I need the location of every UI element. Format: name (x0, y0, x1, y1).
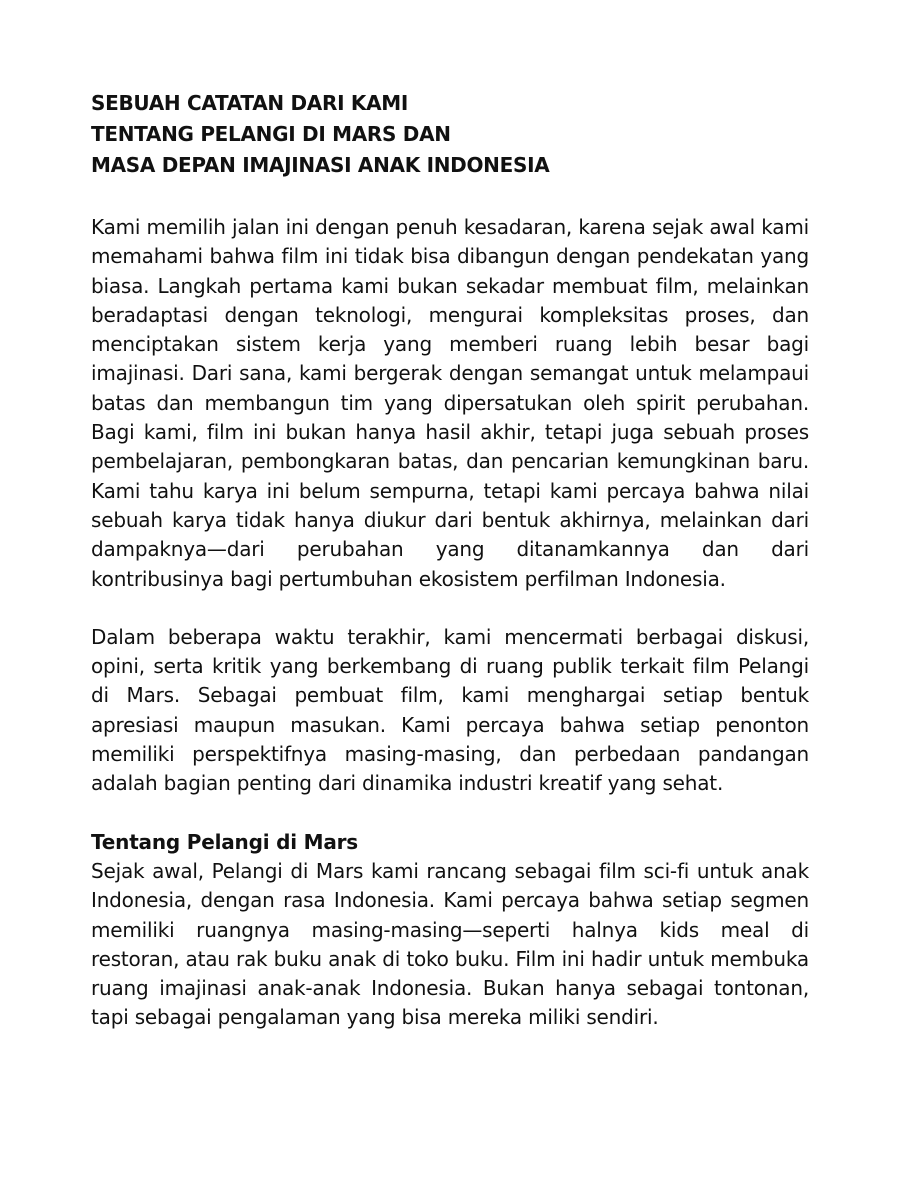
title-line: SEBUAH CATATAN DARI KAMI (91, 91, 409, 115)
title-line: TENTANG PELANGI DI MARS DAN (91, 122, 451, 146)
section-heading: Tentang Pelangi di Mars (91, 829, 359, 854)
section-about-film (91, 828, 809, 1033)
document-page (91, 88, 809, 1033)
paragraph-intro: Kami memilih jalan ini dengan penuh kesadaran, karena sejak awal kami memahami bahwa film ini tidak bisa dibangun dengan pendekatan yang biasa. Langkah pertama kami bukan sekadar membuat film, melainkan beradaptasi dengan teknologi, mengurai kompleksitas proses, dan menciptakan sistem kerja yang memberi ruang lebih besar bagi imajinasi. Dari sana, kami bergerak dengan semangat untuk melampaui batas dan membangun tim yang dipersatukan oleh spirit perubahan. Bagi kami, film ini bukan hanya hasil akhir, tetapi juga sebuah proses pembelajaran, pembongkaran batas, dan pencarian kemungkinan baru. Kami tahu karya ini belum sempurna, tetapi kami percaya bahwa nilai sebuah karya tidak hanya diukur dari bentuk akhirnya, melainkan dari dampaknya—dari perubahan yang ditanamkannya dan dari kontribusinya bagi pertumbuhan ekosistem perfilman Indonesia. (91, 215, 809, 591)
title-line: MASA DEPAN IMAJINASI ANAK INDONESIA (91, 153, 550, 177)
section-body: Sejak awal, Pelangi di Mars kami rancang sebagai film sci-fi untuk anak Indonesia, dengan rasa Indonesia. Kami percaya bahwa setiap segmen memiliki ruangnya masing-masing—seperti halnya kids meal di restoran, atau rak buku anak di toko buku. Film ini hadir untuk membuka ruang imajinasi anak-anak Indonesia. Bukan hanya sebagai tontonan, tapi sebagai pengalaman yang bisa mereka miliki sendiri. (91, 858, 809, 1030)
paragraph-public-discussion: Dalam beberapa waktu terakhir, kami mencermati berbagai diskusi, opini, serta kritik yang berkembang di ruang publik terkait film Pelangi di Mars. Sebagai pembuat film, kami menghargai setiap bentuk apresiasi maupun masukan. Kami percaya bahwa setiap penonton memiliki perspektifnya masing-masing, dan perbedaan pandangan adalah bagian penting dari dinamika industri kreatif yang sehat. (91, 624, 809, 796)
document-title (91, 88, 809, 181)
